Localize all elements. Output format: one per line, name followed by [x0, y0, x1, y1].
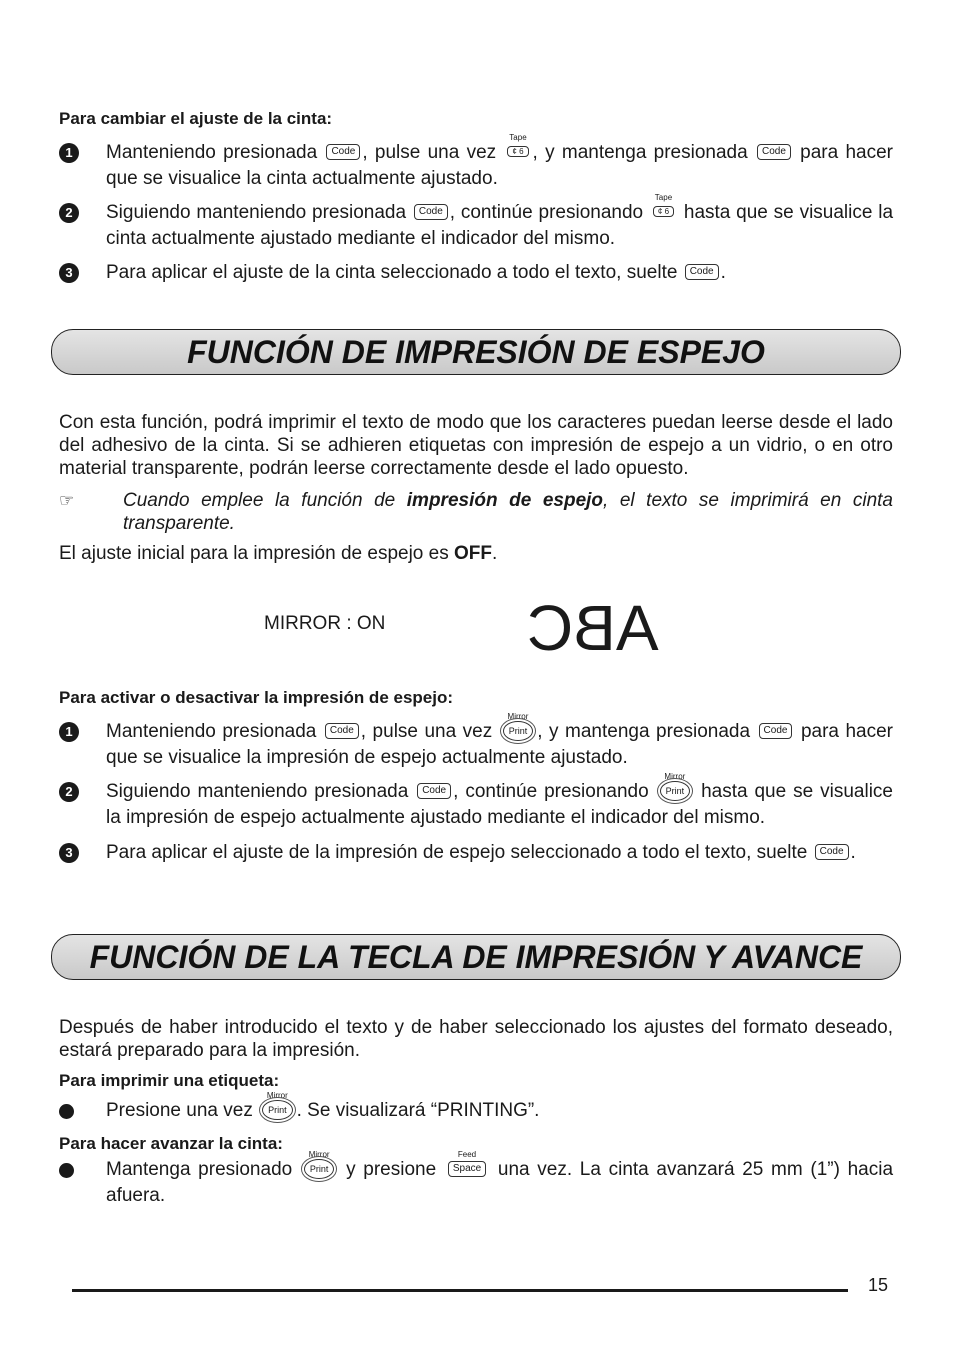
section-banner-mirror: [51, 329, 901, 375]
code-key-icon: Code: [326, 144, 360, 160]
banner-title: FUNCIÓN DE IMPRESIÓN DE ESPEJO: [187, 334, 765, 370]
step-text: , pulse una vez: [362, 142, 497, 164]
step-text: Siguiendo manteniendo presionada: [106, 202, 407, 224]
step-text: hasta que se visualice la impresión de espejo actualmente ajustado mediante el indicador del mismo.: [106, 781, 893, 829]
bullet-text: . Se visualizará “PRINTING”.: [296, 1100, 540, 1122]
note-text: Cuando emplee la función de: [123, 490, 396, 511]
mirror-initial-setting: [59, 542, 893, 565]
step-text: , y mantenga presionada: [532, 142, 748, 164]
step-text: Para aplicar el ajuste de la cinta seleccionado a todo el texto, suelte: [106, 262, 678, 283]
display-label: MIRROR : ON: [264, 613, 386, 634]
bullet-text: una vez. La cinta avanzará 25 mm (1”) hacia afuera.: [106, 1159, 894, 1207]
step-text: hasta que se visualice la cinta actualmente ajustado mediante el indicador del mismo.: [106, 202, 894, 250]
feed-key-label: Feed: [457, 1150, 477, 1159]
step-text: , pulse una vez: [360, 721, 493, 743]
print-key-icon: Print: [660, 781, 691, 801]
step-number: 1: [59, 143, 79, 163]
bullet-text: Presione una vez: [106, 1100, 253, 1122]
code-key-icon: Code: [325, 723, 359, 739]
step-number: 3: [59, 263, 79, 283]
footer-rule: [72, 1289, 848, 1292]
tape-key: [651, 193, 676, 226]
tape-key-icon: ¢ 6: [653, 206, 674, 217]
subheading-feed: Para hacer avanzar la cinta:: [59, 1134, 283, 1153]
step-text: , y mantenga presionada: [537, 721, 751, 743]
mirror-key-label: Mirror: [507, 712, 529, 721]
step-number: 2: [59, 203, 79, 223]
print-intro: Después de haber introducido el texto y de haber seleccionado los ajustes del formato deseado, estará preparado para la impresión.: [59, 1017, 893, 1061]
bullet-text: Mantenga presionado: [106, 1159, 293, 1181]
step-number: 2: [59, 782, 79, 802]
page-number: 15: [868, 1275, 889, 1295]
step-text: .: [720, 262, 726, 283]
code-key-icon: Code: [815, 844, 849, 860]
code-key-icon: Code: [414, 204, 448, 220]
step-text: para hacer que se visualice la impresión de espejo actualmente ajustado.: [106, 721, 894, 769]
tape-key: [505, 133, 530, 166]
note-bold: impresión de espejo: [406, 490, 604, 511]
section-banner-print: [51, 934, 901, 980]
initial-value: OFF: [454, 543, 492, 564]
subheading-print-label: Para imprimir una etiqueta:: [59, 1071, 280, 1090]
banner-title: FUNCIÓN DE LA TECLA DE IMPRESIÓN Y AVANCE: [89, 939, 863, 975]
note-text: , el texto se imprimirá en cinta transparente.: [123, 490, 893, 534]
print-key-icon: Print: [503, 721, 534, 741]
pointing-hand-icon: ☞: [59, 491, 75, 510]
code-key-icon: Code: [417, 783, 451, 799]
code-key-icon: Code: [757, 144, 791, 160]
print-key: [658, 772, 693, 805]
step-number: 3: [59, 843, 79, 863]
mirror-key-label: Mirror: [664, 772, 686, 781]
tape-key-label: Tape: [509, 133, 527, 142]
step-text: Siguiendo manteniendo presionada: [106, 781, 409, 803]
bullet-icon: [59, 1163, 74, 1178]
print-key: [501, 712, 536, 745]
space-key: [446, 1150, 488, 1183]
step-number: 1: [59, 722, 79, 742]
code-key-icon: Code: [759, 723, 793, 739]
bullet-text: y presione: [346, 1159, 437, 1181]
print-key-icon: Print: [304, 1159, 335, 1179]
step-text: , continúe presionando: [449, 202, 644, 224]
mirror-key-label: Mirror: [308, 1150, 330, 1159]
print-key: [260, 1091, 295, 1124]
print-key-icon: Print: [262, 1100, 293, 1120]
print-key: [302, 1150, 337, 1183]
tape-key-label: Tape: [654, 193, 673, 202]
mirrored-sample: ABC: [527, 592, 659, 664]
bullet-icon: [59, 1104, 74, 1119]
step-text: .: [850, 842, 856, 863]
mirror-intro: Con esta función, podrá imprimir el texto de modo que los caracteres puedan leerse desde el lado del adhesivo de la cinta. Si se adhieren etiquetas con impresión de espejo a un vidrio, o en otro material transparente, podrán leerse correctamente desde el lado opuesto.: [59, 412, 893, 479]
subheading-tape: Para cambiar el ajuste de la cinta:: [59, 109, 333, 128]
code-key-icon: Code: [685, 264, 719, 280]
mirror-key-label: Mirror: [266, 1091, 288, 1100]
subheading-mirror: Para activar o desactivar la impresión de espejo:: [59, 688, 454, 707]
mirror-note: [123, 489, 893, 535]
step-text: , continúe presionando: [453, 781, 649, 803]
step-text: Manteniendo presionada: [106, 721, 317, 743]
initial-text: .: [492, 543, 498, 564]
tape-key-icon: ¢ 6: [507, 146, 528, 157]
step-text: Para aplicar el ajuste de la impresión de espejo seleccionado a todo el texto, suelte: [106, 842, 808, 863]
step-text: para hacer que se visualice la cinta actualmente ajustado.: [106, 142, 893, 190]
step-text: Manteniendo presionada: [106, 142, 318, 164]
space-key-icon: Space: [448, 1161, 486, 1177]
initial-text: El ajuste inicial para la impresión de espejo es: [59, 543, 449, 564]
